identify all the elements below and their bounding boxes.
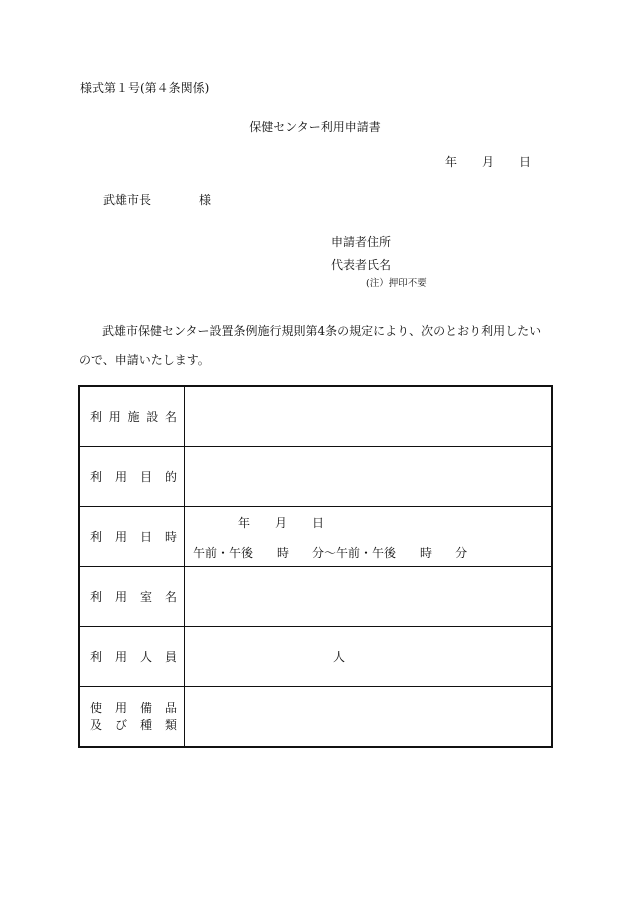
application-table (78, 385, 553, 748)
application-statement: 武雄市保健センター設置条例施行規則第4条の規定により、次のとおり利用したいので、申請いたします。 (79, 324, 542, 367)
datetime-date-line: 年 月 日 (238, 516, 325, 530)
representative-name-label: 代表者氏名 (331, 258, 392, 272)
date-month-label: 月 (482, 155, 495, 169)
room-name-label: 利 用 室 名 (79, 567, 185, 627)
table-row (79, 627, 552, 687)
application-date (445, 156, 531, 168)
form-number: 様式第１号(第４条関係) (80, 81, 210, 95)
table-row (79, 567, 552, 627)
applicant-address-label: 申請者住所 (331, 235, 392, 249)
table-row (79, 687, 552, 748)
date-day-label: 日 (519, 155, 532, 169)
table-row (79, 386, 552, 447)
addressee-honorific: 様 (199, 193, 212, 207)
purpose-field[interactable] (185, 447, 553, 507)
addressee (103, 194, 211, 206)
facility-name-field[interactable] (185, 386, 553, 447)
equipment-field[interactable] (185, 687, 553, 748)
document-title: 保健センター利用申請書 (249, 120, 381, 134)
date-year-label: 年 (445, 155, 458, 169)
addressee-name: 武雄市長 (103, 193, 152, 207)
table-row (79, 507, 552, 567)
purpose-label: 利 用 目 的 (79, 447, 185, 507)
datetime-time-line: 午前・午後 時 分〜午前・午後 時 分 (193, 546, 468, 560)
datetime-label: 利 用 日 時 (79, 507, 185, 567)
datetime-field[interactable] (185, 507, 553, 567)
facility-name-label: 利 用 施 設 名 (79, 386, 185, 447)
equipment-label: 使 用 備 品 及 び 種 類 (79, 687, 185, 748)
people-count-label: 利 用 人 員 (79, 627, 185, 687)
table-row (79, 447, 552, 507)
people-unit: 人 (333, 650, 346, 664)
people-count-field[interactable] (185, 627, 553, 687)
seal-not-required-note: (注）押印不要 (366, 278, 427, 289)
room-name-field[interactable] (185, 567, 553, 627)
